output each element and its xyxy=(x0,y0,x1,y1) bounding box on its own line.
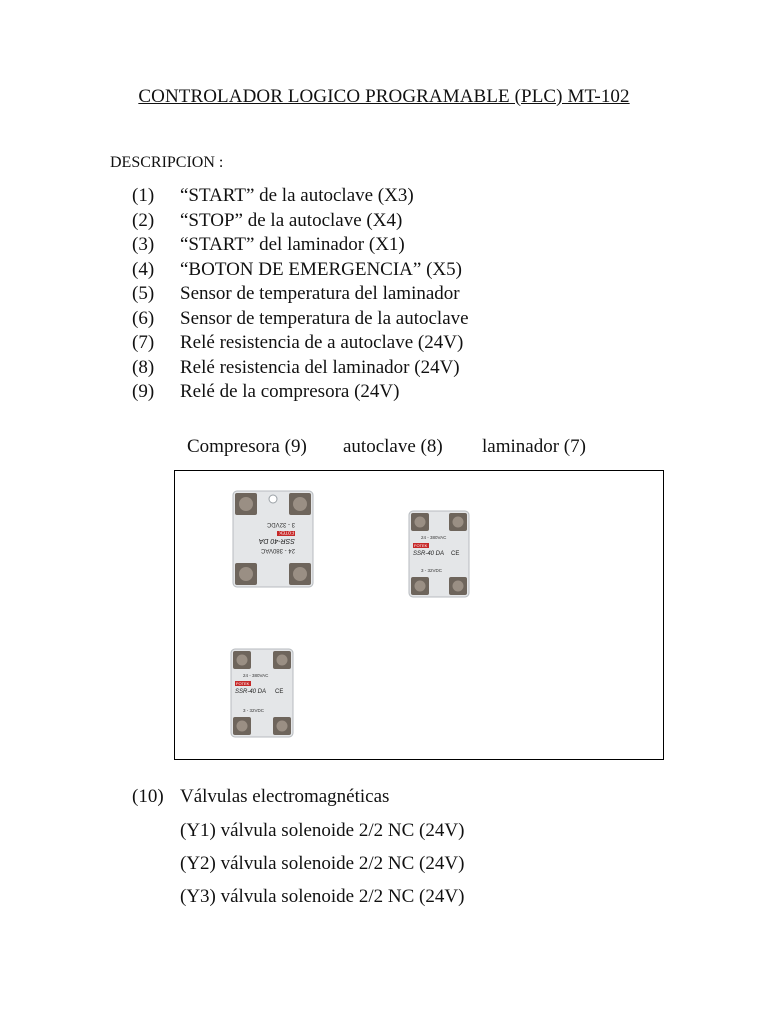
item-number: (8) xyxy=(132,356,155,378)
relay-model-label: SSR-40 DA xyxy=(258,537,295,544)
item-text: “START” del laminador (X1) xyxy=(180,234,405,255)
item-text: Relé resistencia del laminador (24V) xyxy=(180,356,460,378)
valves-heading: Válvulas electromagnéticas xyxy=(180,786,390,807)
item-text: Relé resistencia de a autoclave (24V) xyxy=(180,332,464,353)
relay-image-autoclave xyxy=(407,509,471,599)
relay-load-label: 24 - 380VAC xyxy=(261,547,295,553)
item-number: (4) xyxy=(132,258,155,280)
relay-input-label: 3 - 32VDC xyxy=(243,708,265,713)
item-text: “STOP” de la autoclave (X4) xyxy=(180,209,403,231)
relay-brand-label: FOTEK xyxy=(414,543,428,548)
valve-item: (Y2) válvula solenoide 2/2 NC (24V) xyxy=(180,853,465,874)
item-text: Relé de la compresora (24V) xyxy=(180,381,400,402)
item-text: “BOTON DE EMERGENCIA” (X5) xyxy=(180,258,462,280)
relay-load-label: 24 - 380VAC xyxy=(243,673,269,678)
description-label: DESCRIPCION : xyxy=(110,154,224,171)
relay-image-compresora xyxy=(231,489,315,589)
item-text: “START” de la autoclave (X3) xyxy=(180,185,414,206)
caption-laminador: laminador (7) xyxy=(482,436,586,457)
relay-photos-frame xyxy=(174,470,664,760)
item-number: (3) xyxy=(132,234,155,255)
relay-brand-label: FOTEK xyxy=(278,530,294,536)
item-number: (1) xyxy=(132,185,155,206)
item-number: (7) xyxy=(132,332,155,353)
relay-model-label: SSR-40 DA xyxy=(413,551,445,557)
relay-brand-label: FOTEK xyxy=(236,681,250,686)
svg-text:CE: CE xyxy=(275,689,284,695)
svg-text:CE: CE xyxy=(451,551,460,557)
caption-compresora: Compresora (9) xyxy=(187,436,307,457)
relay-load-label: 24 - 380VAC xyxy=(421,535,447,540)
item-number: (6) xyxy=(132,307,155,329)
relay-input-label: 3 - 32VDC xyxy=(266,521,295,527)
relay-input-label: 3 - 32VDC xyxy=(421,568,443,573)
item-number: (5) xyxy=(132,283,155,304)
valve-item: (Y1) válvula solenoide 2/2 NC (24V) xyxy=(180,820,465,841)
valve-item: (Y3) válvula solenoide 2/2 NC (24V) xyxy=(180,886,465,907)
item-text: Sensor de temperatura de la autoclave xyxy=(180,307,469,329)
item-number: (9) xyxy=(132,381,155,402)
page-title: CONTROLADOR LOGICO PROGRAMABLE (PLC) MT-102 xyxy=(138,86,630,107)
item-number: (10) xyxy=(132,786,164,807)
relay-image-laminador xyxy=(229,647,295,739)
caption-autoclave: autoclave (8) xyxy=(343,436,443,457)
relay-model-label: SSR-40 DA xyxy=(235,689,267,695)
item-number: (2) xyxy=(132,209,155,231)
item-text: Sensor de temperatura del laminador xyxy=(180,283,460,304)
